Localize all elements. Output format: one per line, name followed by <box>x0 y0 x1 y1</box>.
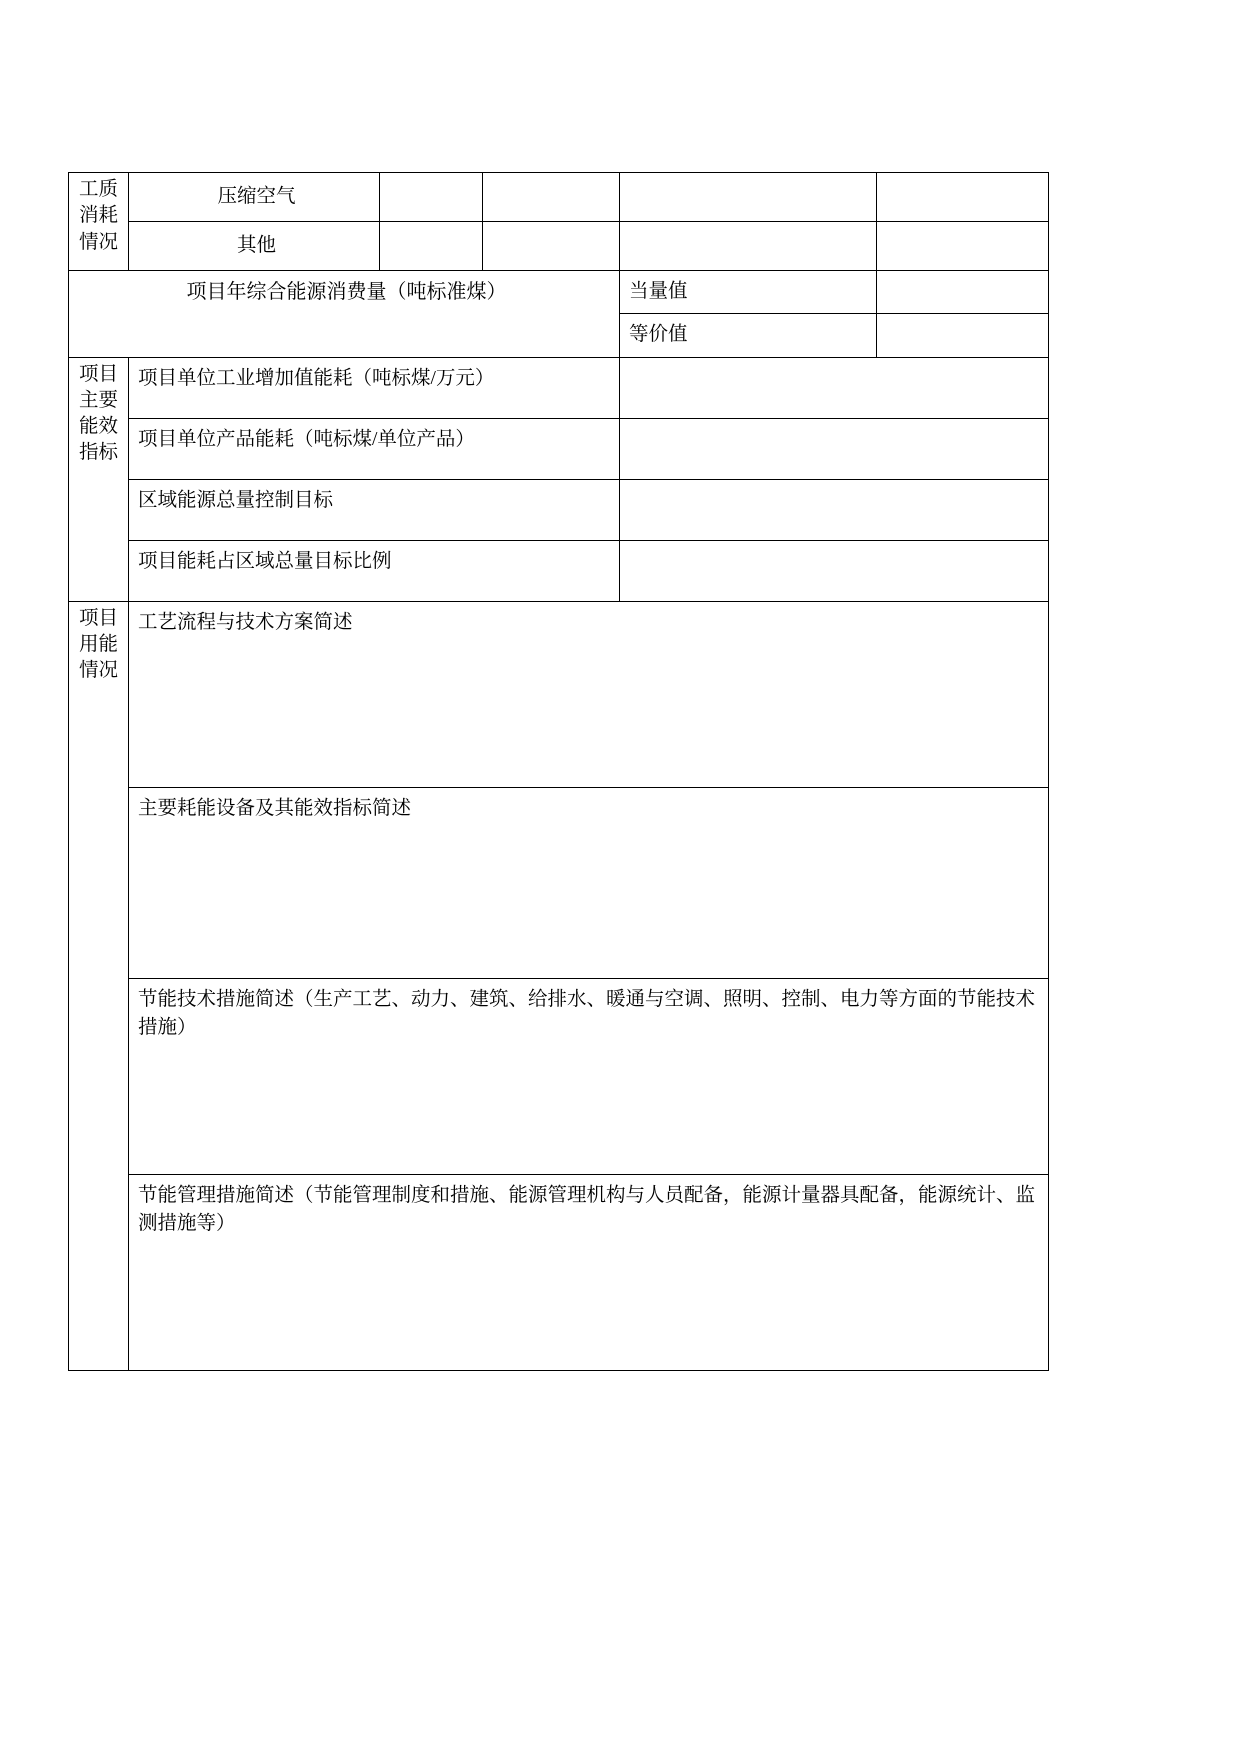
table-row-medium-other <box>69 222 1049 271</box>
cell-indicator-1-value[interactable] <box>620 418 1049 479</box>
row-label-project-energy-usage <box>69 601 129 1370</box>
table-row-indicator-0 <box>69 357 1049 418</box>
table-row-medium-compressed-air <box>69 173 1049 222</box>
cell-equal-price-value[interactable] <box>877 314 1049 357</box>
cell-usage-process-description[interactable]: 工艺流程与技术方案简述 <box>129 601 1049 787</box>
row-label-project-energy-usage-text: 项目用能情况 <box>78 607 118 682</box>
cell-medium-col3-other[interactable] <box>483 222 620 271</box>
label-equivalent-value: 当量值 <box>620 271 877 314</box>
cell-usage-saving-technology-description[interactable]: 节能技术措施简述（生产工艺、动力、建筑、给排水、暖通与空调、照明、控制、电力等方面的节能技术措施） <box>129 978 1049 1174</box>
label-equal-price-value: 等价值 <box>620 314 877 357</box>
cell-medium-col5-other[interactable] <box>877 222 1049 271</box>
cell-medium-col5-compressed-air[interactable] <box>877 173 1049 222</box>
table-row-usage-0 <box>69 601 1049 787</box>
cell-medium-col3-compressed-air[interactable] <box>483 173 620 222</box>
cell-medium-col2-compressed-air[interactable] <box>380 173 483 222</box>
row-label-main-indicators-text: 项目主要能效指标 <box>78 363 118 464</box>
cell-medium-col4-compressed-air[interactable] <box>620 173 877 222</box>
row-label-medium-consumption-text: 工质消耗情况 <box>78 179 118 253</box>
table-row-usage-3 <box>69 1174 1049 1370</box>
label-indicator-2: 区域能源总量控制目标 <box>129 479 620 540</box>
cell-total-consumption-title: 项目年综合能源消费量（吨标准煤） <box>69 271 620 358</box>
cell-indicator-0-value[interactable] <box>620 357 1049 418</box>
label-indicator-1: 项目单位产品能耗（吨标煤/单位产品） <box>129 418 620 479</box>
row-label-main-indicators <box>69 357 129 601</box>
form-sheet <box>68 172 1048 1371</box>
cell-indicator-2-value[interactable] <box>620 479 1049 540</box>
table-row-usage-1 <box>69 787 1049 978</box>
cell-medium-col4-other[interactable] <box>620 222 877 271</box>
label-indicator-0: 项目单位工业增加值能耗（吨标煤/万元） <box>129 357 620 418</box>
table-row-indicator-1 <box>69 418 1049 479</box>
label-indicator-3: 项目能耗占区域总量目标比例 <box>129 540 620 601</box>
cell-equivalent-value[interactable] <box>877 271 1049 314</box>
cell-usage-main-equipment-description[interactable]: 主要耗能设备及其能效指标简述 <box>129 787 1049 978</box>
cell-usage-saving-management-description[interactable]: 节能管理措施简述（节能管理制度和措施、能源管理机构与人员配备，能源计量器具配备，能源统计、监测措施等） <box>129 1174 1049 1370</box>
energy-consumption-form <box>68 172 1049 1371</box>
cell-medium-col2-other[interactable] <box>380 222 483 271</box>
cell-medium-name-other: 其他 <box>129 222 380 271</box>
row-label-medium-consumption <box>69 173 129 271</box>
table-row-indicator-2 <box>69 479 1049 540</box>
cell-indicator-3-value[interactable] <box>620 540 1049 601</box>
table-row-indicator-3 <box>69 540 1049 601</box>
table-row-total-equivalent <box>69 271 1049 314</box>
cell-medium-name-compressed-air: 压缩空气 <box>129 173 380 222</box>
table-row-usage-2 <box>69 978 1049 1174</box>
